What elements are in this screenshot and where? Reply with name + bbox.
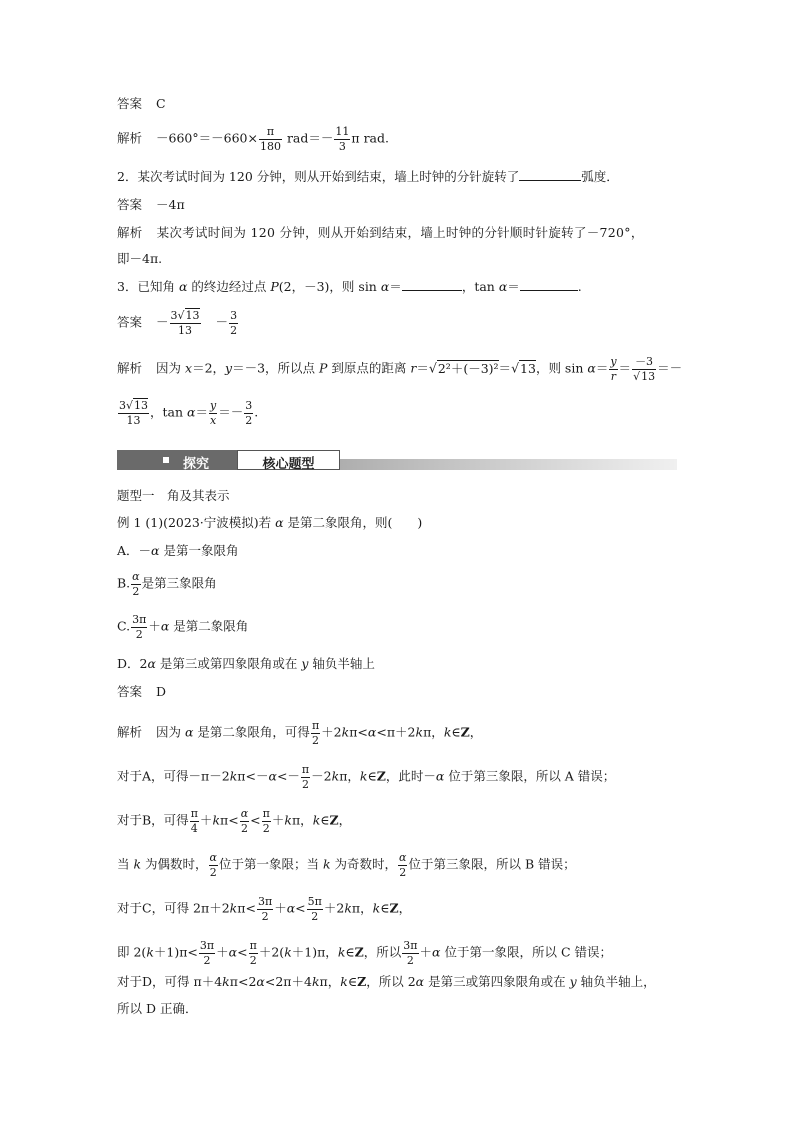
analysis-line-4: 当 k 为偶数时， $\frac{\alpha}{2}$ 位于第一象限；当 k 为奇数时， $\frac{\alpha}{2}$ 位于第三象限，所以 B 错误；	[117, 851, 576, 879]
question-text: 是第二象限角，则( )	[283, 515, 423, 530]
analysis-label: 解析	[117, 130, 143, 146]
math-var: α	[380, 279, 390, 294]
fraction: $\frac{3√13}{13}$	[170, 309, 200, 337]
example-stem: 例 1 (1)(2023·宁波模拟)若 α 是第二象限角，则( )	[117, 515, 423, 530]
option-d: D．2α 是第三或第四象限角或在 y 轴负半轴上	[117, 656, 375, 671]
fraction: $\frac{\pi}{180}$	[259, 125, 281, 153]
answer-value: －4π	[156, 197, 185, 212]
analysis-line-1: 解析 因为 α 是第二象限角，可得 $\frac{\pi}{2}$ ＋2kπ<α<π＋2kπ，k∈Z，	[117, 719, 483, 747]
question-text: .	[577, 279, 582, 294]
q3-analysis-line2: $\frac{3√13}{13}$ ，tan α＝ $\frac{y}{x}$ ＝－ $\frac{3}{2}$ .	[119, 399, 259, 427]
section-banner	[117, 450, 677, 470]
q2-stem	[117, 170, 619, 184]
fraction: $\frac{y}{r}$	[610, 355, 617, 383]
heading-text: 题型一 角及其表示	[117, 488, 230, 503]
analysis-line-8: 所以 D 正确．	[117, 1001, 198, 1016]
analysis-text: 因为	[156, 360, 185, 376]
question-text: (2，－3)，则 sin	[278, 279, 381, 294]
banner-label-core: 核心题型	[262, 457, 315, 472]
fraction: $\frac{11}{3}$	[335, 125, 350, 153]
example-answer-line	[117, 686, 166, 699]
question-text: 2．某次考试时间为 120 分钟，则从开始到结束，墙上时钟的分针旋转了	[117, 169, 520, 184]
fraction: $\frac{3\pi}{2}$	[132, 613, 147, 641]
q3-stem	[117, 280, 582, 294]
q2-analysis-line1	[117, 227, 644, 240]
answer-blank	[402, 280, 462, 291]
question-text: ＝	[389, 279, 402, 294]
math-var: α	[498, 279, 508, 294]
q3-analysis-line1: 解析 因为 x＝2，y＝－3，所以点 P 到原点的距离 r＝√2²＋(－3)²＝√13，则 sin α＝ $\frac{y}{r}$ ＝ $\frac{-3}{√13}$ ＝－	[117, 355, 683, 383]
question-text: 弧度．	[581, 169, 619, 184]
math-var: P	[270, 279, 279, 294]
analysis-line-2: 对于A，可得－π－2kπ<－α<－ $\frac{\pi}{2}$ －2kπ，k∈Z，此时－α 位于第三象限，所以 A 错误；	[117, 763, 616, 791]
analysis-line-7: 对于D，可得 π＋4kπ<2α<2π＋4kπ，k∈Z，所以 2α 是第三或第四象限角或在 y 轴负半轴上，	[117, 974, 656, 989]
answer-blank	[520, 280, 578, 291]
q1-analysis-line	[117, 126, 389, 152]
question-text: ，tan	[461, 279, 499, 294]
bullet-square-icon	[163, 457, 169, 463]
answer-value: D	[156, 684, 167, 699]
math-text: －	[215, 314, 229, 330]
analysis-label: 解析	[117, 360, 143, 376]
answer-blank	[519, 170, 581, 181]
question-text: 例 1 (1)(2023·宁波模拟)若	[117, 515, 276, 530]
fraction: $\frac{\alpha}{2}$	[132, 570, 140, 598]
analysis-text: rad＝－	[286, 130, 334, 146]
analysis-line-6: 即 2(k＋1)π< $\frac{3\pi}{2}$ ＋α< $\frac{\pi}{2}$ ＋2(k＋1)π，k∈Z，所以 $\frac{3\pi}{2}$ ＋α 位于第一象限，所以 C 错误；	[117, 939, 612, 967]
answer-value: C	[156, 96, 166, 111]
math-var: α	[178, 279, 188, 294]
banner-label-explore: 探究	[183, 457, 210, 472]
question-text: 的终边经过点	[187, 279, 271, 294]
fraction: $\frac{3}{2}$	[245, 399, 253, 427]
analysis-label: 解析	[117, 225, 143, 240]
question-text: 3．已知角	[117, 279, 179, 294]
answer-label: 答案	[117, 197, 143, 212]
option-b: B. $\frac{\alpha}{2}$ 是第三象限角	[117, 570, 217, 598]
answer-label: 答案	[117, 684, 143, 699]
fraction: $\frac{3√13}{13}$	[119, 399, 149, 427]
banner-box	[237, 450, 340, 470]
answer-label: 答案	[117, 314, 143, 330]
question-text: ＝	[507, 279, 520, 294]
fraction: $\frac{y}{x}$	[209, 399, 217, 427]
banner-dark-block	[117, 450, 237, 470]
answer-label: 答案	[117, 96, 143, 111]
q1-answer-line	[117, 98, 166, 111]
q3-answer-line	[117, 310, 239, 336]
analysis-label: 解析	[117, 724, 143, 740]
radical: 2²＋(－3)²	[437, 360, 499, 376]
math-text: －	[156, 314, 169, 330]
analysis-text: －660°＝－660×	[156, 130, 258, 146]
analysis-line-3: 对于B，可得 $\frac{\pi}{4}$ ＋kπ< $\frac{\alpha}{2}$ < $\frac{\pi}{2}$ ＋kπ，k∈Z，	[117, 807, 352, 835]
option-c: C. $\frac{3\pi}{2}$ ＋α 是第二象限角	[117, 613, 249, 641]
analysis-text: 某次考试时间为 120 分钟，则从开始到结束，墙上时钟的分针顺时针旋转了－720°，	[156, 225, 644, 240]
analysis-line-5: 对于C，可得 2π＋2kπ< $\frac{3\pi}{2}$ ＋α< $\frac{5\pi}{2}$ ＋2kπ，k∈Z，	[117, 895, 412, 923]
option-a: A．－α 是第一象限角	[117, 543, 239, 558]
q2-answer-line	[117, 199, 185, 212]
q2-analysis-line2	[117, 253, 162, 266]
fraction: $\frac{-3}{√13}$	[633, 355, 656, 383]
analysis-text: π rad.	[351, 130, 389, 146]
fraction: $\frac{3}{2}$	[230, 309, 238, 337]
analysis-text: 即－4π.	[117, 251, 163, 266]
type-title	[117, 490, 230, 503]
